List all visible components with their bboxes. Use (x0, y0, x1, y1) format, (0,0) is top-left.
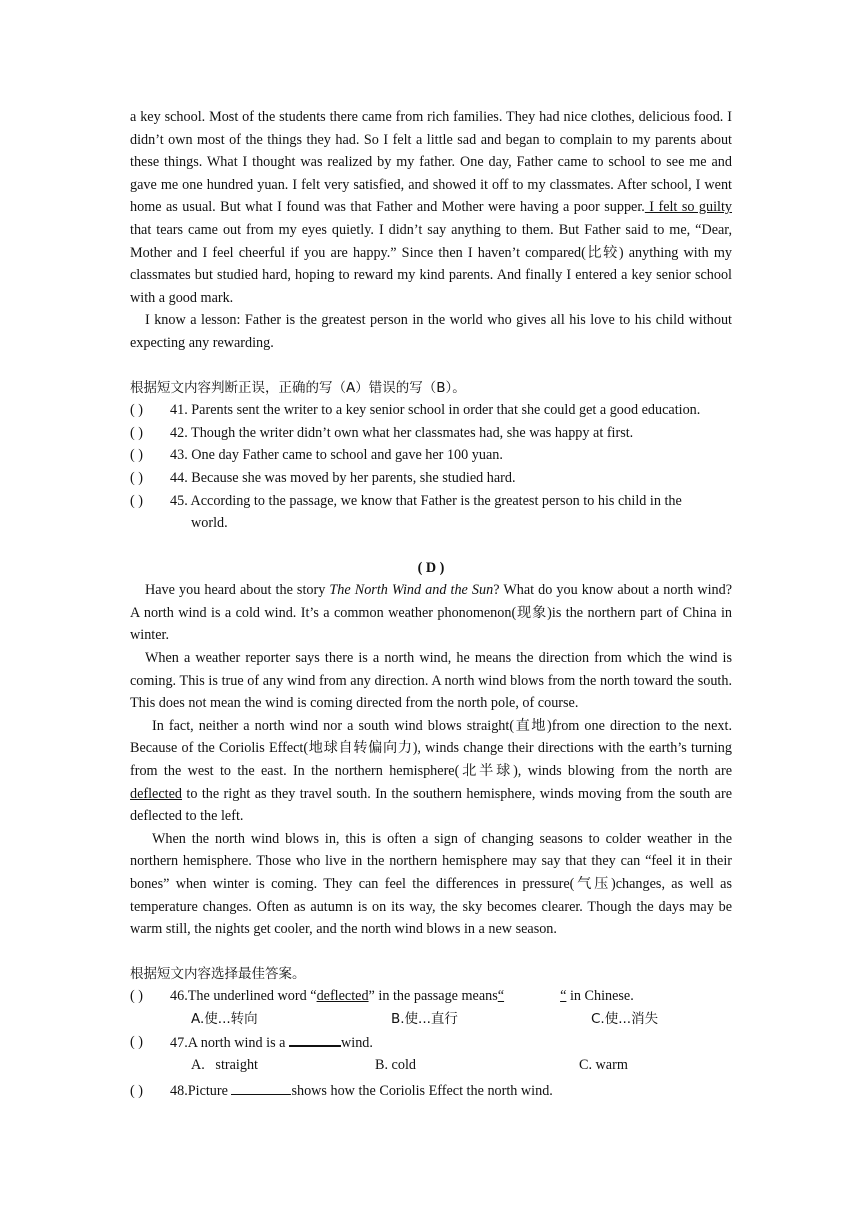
question-text: 46.The underlined word “ (170, 988, 317, 1005)
quote-mark: “ (560, 988, 567, 1005)
passage-d-paragraph-3 (130, 715, 732, 828)
answer-blank[interactable]: ( ) (130, 447, 143, 464)
question-46 (130, 985, 732, 1008)
question-43 (130, 444, 732, 467)
question-47-options (130, 1054, 732, 1077)
answer-blank[interactable]: ( ) (130, 1082, 143, 1099)
answer-blank[interactable]: ( ) (130, 988, 143, 1005)
option-a[interactable]: A. straight (191, 1057, 258, 1074)
answer-blank[interactable]: ( ) (130, 492, 143, 509)
question-text: ” in the passage means (368, 988, 498, 1005)
underlined-word: deflected (130, 785, 182, 802)
question-text: 41. Parents sent the writer to a key senior school in order that she could get a good education. (170, 402, 701, 419)
text-run: to the right as they travel south. In the southern hemisphere, winds moving from the south are deflected to the left. (130, 785, 732, 825)
story-title: The North Wind and the Sun (329, 582, 494, 599)
question-42 (130, 422, 732, 445)
passage-d-heading: ( D ) (417, 559, 445, 576)
question-text: 48.Picture (170, 1082, 232, 1099)
question-41 (130, 399, 732, 422)
question-45 (130, 490, 732, 513)
question-text: 47.A north wind is a (170, 1034, 290, 1051)
question-text: 42. Though the writer didn’t own what her classmates had, she was happy at first. (170, 424, 634, 441)
option-a[interactable]: A.使...转向 (191, 1010, 258, 1027)
text-run: Have you heard about the story (145, 582, 330, 599)
document-page (130, 106, 732, 1102)
fill-blank[interactable] (498, 988, 567, 1004)
text-run: that tears came out from my eyes quietly. I didn’t say anything to them. But Father said to me, “Dear, Mother and I feel cheerful if you are happy.” Since then I haven’t compared(比较) anything with my classmates but studied hard, hoping to reward my kind parents. And finally I entered a key senior school with a good mark. (130, 221, 732, 306)
tf-instruction: 根据短文内容判断正误，正确的写（A）错误的写（B）。 (130, 379, 466, 396)
question-text: 44. Because she was moved by her parents, she studied hard. (170, 469, 516, 486)
text-run: In fact, neither a north wind nor a south wind blows straight(直地)from one direction to the next. Because of the Coriolis Effect(地球自转偏向力), winds change their directions with the earth’s turning from the west to the east. In the northern hemisphere(北半球), winds blowing from the north are (130, 717, 732, 780)
option-c[interactable]: C. warm (579, 1057, 628, 1074)
passage-d-paragraph-4: When the north wind blows in, this is often a sign of changing seasons to colder weather in the northern hemisphere. Those who live in the northern hemisphere may say that they can “feel it in their bones” when winter is coming. They can feel the differences in pressure(气压)changes, as well as temperature changes. Often as autumn is on its way, the sky becomes clearer. Though the days may be warm still, the nights get cooler, and the north wind blows in a new season. (130, 830, 732, 938)
option-b[interactable]: B. cold (375, 1057, 416, 1074)
answer-blank[interactable]: ( ) (130, 1033, 143, 1050)
fill-blank[interactable] (231, 1080, 291, 1095)
passage-c-paragraph-2: I know a lesson: Father is the greatest person in the world who gives all his love to his child without expecting any rewarding. (130, 312, 732, 351)
question-48 (130, 1080, 732, 1103)
answer-blank[interactable]: ( ) (130, 424, 143, 441)
passage-d-paragraph-1 (130, 579, 732, 647)
option-b[interactable]: B.使...直行 (391, 1010, 458, 1027)
question-46-options (130, 1008, 732, 1031)
question-44 (130, 467, 732, 490)
underlined-phrase: I felt so guilty (644, 199, 732, 216)
quote-mark: “ (497, 988, 505, 1005)
passage-c-paragraph-1 (130, 106, 732, 309)
question-47 (130, 1031, 732, 1055)
text-run: ? What do you know about a north wind? A north wind is a cold wind. It’s a common weather phonomenon(现象)is the northern part of China in winter. (130, 582, 732, 644)
option-c[interactable]: C.使...消失 (591, 1010, 659, 1027)
text-run: a key school. Most of the students there came from rich families. They had nice clothes, delicious food. I didn’t own most of the things they had. So I felt a little sad and began to complain to my parents about these things. What I thought was realized by my father. One day, Father came to school to see me and gave me one hundred yuan. I felt very satisfied, and showed it off to my classmates. After school, I went home as usual. But what I found was that Father and Mother were having a poor supper. (130, 109, 732, 216)
question-text: wind. (341, 1034, 373, 1051)
question-text: 43. One day Father came to school and gave her 100 yuan. (170, 447, 503, 464)
passage-d-paragraph-2: When a weather reporter says there is a north wind, he means the direction from which the wind is coming. This is true of any wind from any direction. A north wind blows from the north toward the south. This does not mean the wind is coming directed from the north pole, of course. (130, 650, 732, 712)
question-text: in Chinese. (566, 988, 634, 1005)
question-text: 45. According to the passage, we know that Father is the greatest person to his child in the (170, 492, 682, 509)
question-text: shows how the Coriolis Effect the north wind. (291, 1082, 553, 1099)
answer-blank[interactable]: ( ) (130, 469, 143, 486)
underlined-word: deflected (316, 988, 369, 1005)
fill-blank[interactable] (289, 1031, 341, 1047)
answer-blank[interactable]: ( ) (130, 402, 143, 419)
question-45-continuation: world. (191, 515, 228, 532)
mc-instruction: 根据短文内容选择最佳答案。 (130, 965, 306, 982)
